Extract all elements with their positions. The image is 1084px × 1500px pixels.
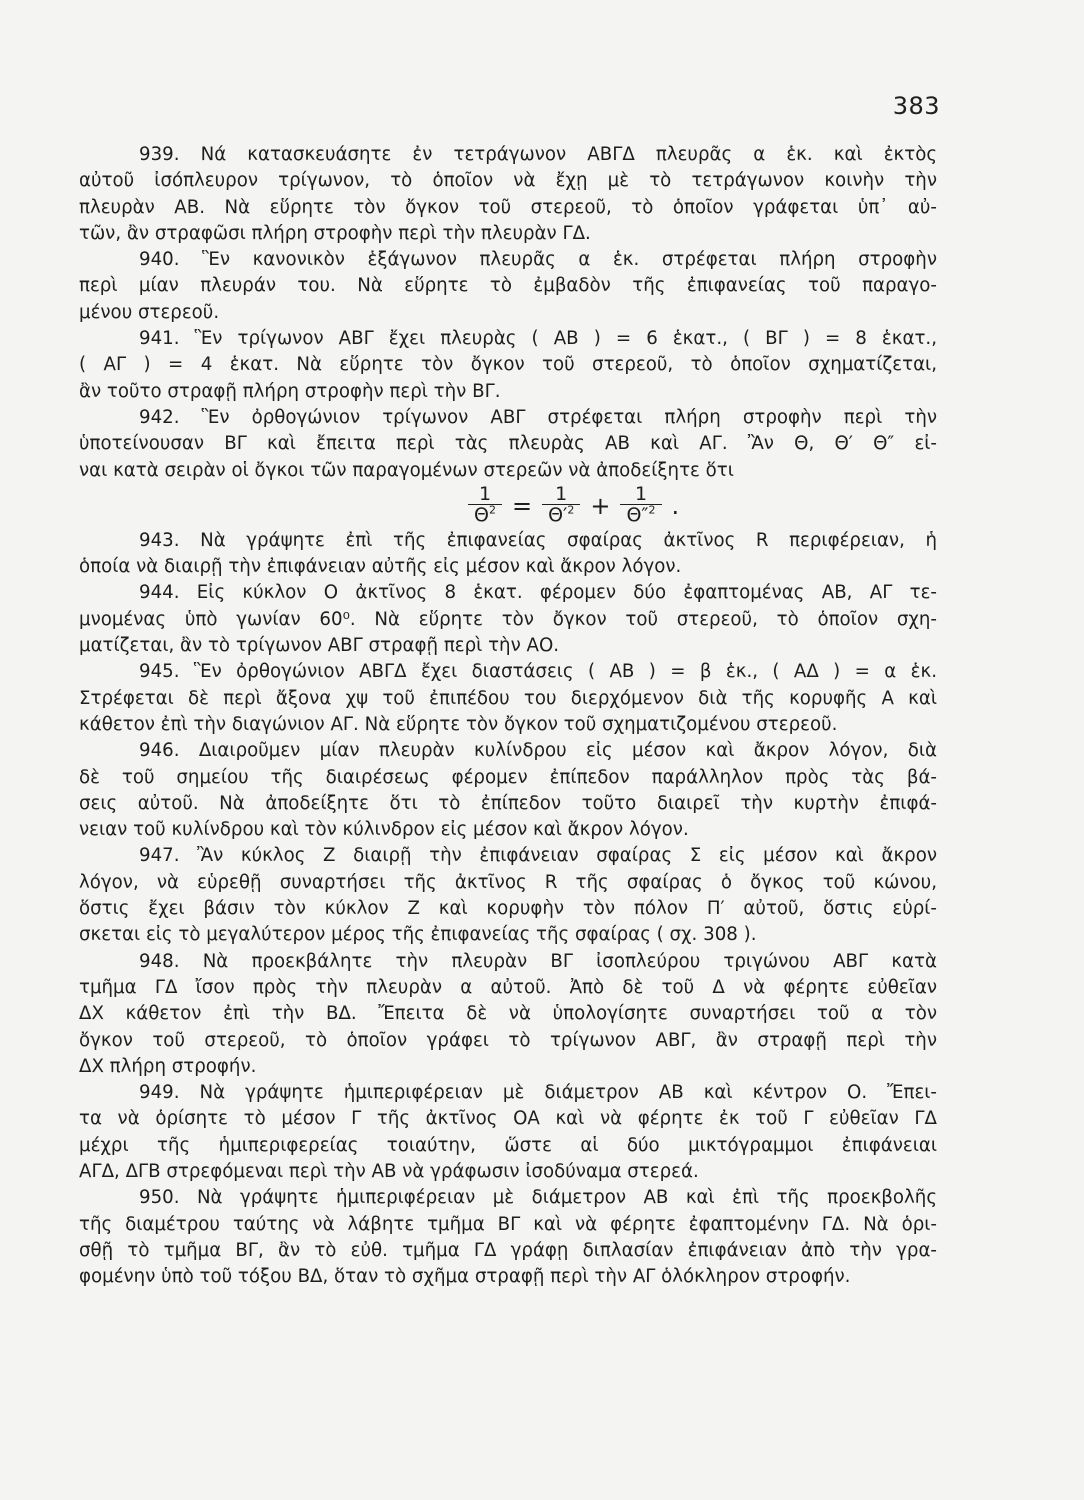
text-line: πλευρὰν ΑΒ. Νὰ εὕρητε τὸν ὄγκον τοῦ στερεοῦ, τὸ ὁποῖον γράφεται ὑπ᾽ αὐ- — [79, 196, 937, 218]
text-line: ( ΑΓ ) = 4 ἑκατ. Νὰ εὕρητε τὸν ὄγκον τοῦ στερεοῦ, τὸ ὁποῖον σχηματίζεται, — [79, 354, 937, 376]
text-line: ματίζεται, ἂν τὸ τρίγωνον ΑΒΓ στραφῇ περὶ τὴν ΑΟ. — [79, 635, 560, 657]
formula-period: . — [671, 492, 680, 521]
formula-reciprocal-volumes — [79, 484, 937, 528]
equals-sign: = — [511, 492, 533, 521]
text-line: ὑποτείνουσαν ΒΓ καὶ ἔπειτα περὶ τὰς πλευρὰς ΑΒ καὶ ΑΓ. Ἂν Θ, Θ′ Θ″ εἰ- — [79, 433, 937, 455]
exercise-start-line: 939. Νά κατασκευάσητε ἐν τετράγωνον ΑΒΓΔ πλευρᾶς α ἑκ. καὶ ἐκτὸς — [139, 144, 937, 165]
text-line: περὶ μίαν πλευράν του. Νὰ εὕρητε τὸ ἐμβαδὸν τῆς ἐπιφανείας τοῦ παραγο- — [79, 275, 937, 297]
exercise-start-line: 946. Διαιροῦμεν μίαν πλευρὰν κυλίνδρου εἰς μέσον καὶ ἄκρον λόγον, διὰ — [139, 740, 937, 762]
text-line: τμῆμα ΓΔ ἴσον πρὸς τὴν πλευρὰν α αὐτοῦ. Ἀπὸ δὲ τοῦ Δ νὰ φέρητε εὐθεῖαν — [79, 976, 937, 998]
exercise-start-line: 949. Νὰ γράψητε ἡμιπεριφέρειαν μὲ διάμετρον ΑΒ καὶ κέντρον Ο. Ἔπει- — [139, 1082, 937, 1104]
fraction-right: $\frac{1}{\Theta''^2}$ — [620, 484, 661, 525]
exercise-start-line: 942. Ἓν ὀρθογώνιον τρίγωνον ΑΒΓ στρέφεται πλήρη στροφὴν περὶ τὴν — [139, 406, 937, 428]
text-line: ὅστις ἔχει βάσιν τὸν κύκλον Ζ καὶ κορυφὴν τὸν πόλον Π′ αὐτοῦ, ὅστις εὑρί- — [79, 898, 937, 920]
exercise-start-line: 941. Ἓν τρίγωνον ΑΒΓ ἔχει πλευρὰς ( ΑΒ ) = 6 ἑκατ., ( ΒΓ ) = 8 ἑκατ., — [139, 328, 937, 350]
page-number: 383 — [892, 92, 940, 120]
text-line: κάθετον ἐπὶ τὴν διαγώνιον ΑΓ. Νὰ εὕρητε τὸν ὄγκον τοῦ σχηματιζομένου στερεοῦ. — [79, 713, 838, 735]
text-line: μνομένας ὑπὸ γωνίαν 60⁰. Νὰ εὕρητε τὸν ὄγκον τοῦ στερεοῦ, τὸ ὁποῖον σχη- — [79, 608, 937, 630]
text-line: σθῇ τὸ τμῆμα ΒΓ, ἂν τὸ εὐθ. τμῆμα ΓΔ γράφῃ διπλασίαν ἐπιφάνειαν ἀπὸ τὴν γρα- — [79, 1239, 937, 1261]
text-line: μένου στερεοῦ. — [79, 301, 220, 323]
text-line: δὲ τοῦ σημείου τῆς διαιρέσεως φέρομεν ἐπίπεδον παράλληλον πρὸς τὰς βά- — [79, 766, 937, 788]
text-line: αὐτοῦ ἰσόπλευρον τρίγωνον, τὸ ὁποῖον νὰ ἔχῃ μὲ τὸ τετράγωνον κοινὴν τὴν — [79, 170, 937, 192]
text-line: τα νὰ ὁρίσητε τὸ μέσον Γ τῆς ἀκτῖνος ΟΑ καὶ νὰ φέρητε ἐκ τοῦ Γ εὐθεῖαν ΓΔ — [79, 1108, 937, 1130]
exercise-start-line: 945. Ἓν ὀρθογώνιον ΑΒΓΔ ἔχει διαστάσεις ( ΑΒ ) = β ἑκ., ( ΑΔ ) = α ἑκ. — [139, 661, 937, 683]
exercise-start-line: 940. Ἓν κανονικὸν ἑξάγωνον πλευρᾶς α ἑκ. στρέφεται πλήρη στροφὴν — [139, 249, 937, 271]
text-line: σεις αὐτοῦ. Νὰ ἀποδείξητε ὅτι τὸ ἐπίπεδον τοῦτο διαιρεῖ τὴν κυρτὴν ἐπιφά- — [79, 792, 937, 814]
text-line: τῆς διαμέτρου ταύτης νὰ λάβητε τμῆμα ΒΓ καὶ νὰ φέρητε ἐφαπτομένην ΓΔ. Νὰ ὁρι- — [79, 1213, 937, 1235]
body-text — [79, 142, 937, 1290]
text-line: Στρέφεται δὲ περὶ ἄξονα χψ τοῦ ἐπιπέδου του διερχόμενον διὰ τῆς κορυφῆς Α καὶ — [79, 687, 937, 709]
formula — [464, 484, 685, 525]
exercise-start-line: 950. Νὰ γράψητε ἡμιπεριφέρειαν μὲ διάμετρον ΑΒ καὶ ἐπὶ τῆς προεκβολῆς — [139, 1187, 937, 1209]
text-line: σκεται εἰς τὸ μεγαλύτερον μέρος τῆς ἐπιφανείας τῆς σφαίρας ( σχ. 308 ). — [79, 924, 757, 946]
exercise-start-line: 948. Νὰ προεκβάλητε τὴν πλευρὰν ΒΓ ἰσοπλεύρου τριγώνου ΑΒΓ κατὰ — [139, 950, 937, 972]
text-line: ὄγκον τοῦ στερεοῦ, τὸ ὁποῖον γράφει τὸ τρίγωνον ΑΒΓ, ἂν στραφῇ περὶ τὴν — [79, 1029, 937, 1051]
fraction-middle: $\frac{1}{\Theta'^2}$ — [542, 484, 580, 525]
text-line: ΔΧ πλήρη στροφήν. — [79, 1055, 257, 1077]
text-line: τῶν, ἂν στραφῶσι πλήρη στροφὴν περὶ τὴν πλευρὰν ΓΔ. — [79, 222, 591, 244]
exercise-start-line: 944. Εἰς κύκλον Ο ἀκτῖνος 8 ἑκατ. φέρομεν δύο ἐφαπτομένας ΑΒ, ΑΓ τε- — [139, 582, 937, 604]
fraction-left: $\frac{1}{\Theta^2}$ — [468, 484, 502, 525]
plus-sign: + — [590, 492, 611, 521]
exercise-start-line: 943. Νὰ γράψητε ἐπὶ τῆς ἐπιφανείας σφαίρας ἀκτῖνος R περιφέρειαν, ἡ — [139, 529, 937, 551]
text-line: μέχρι τῆς ἡμιπεριφερείας τοιαύτην, ὥστε αἱ δύο μικτόγραμμοι ἐπιφάνειαι — [79, 1134, 937, 1156]
text-line: ὁποία νὰ διαιρῇ τὴν ἐπιφάνειαν αὐτῆς εἰς μέσον καὶ ἄκρον λόγον. — [79, 556, 682, 578]
text-line: νειαν τοῦ κυλίνδρου καὶ τὸν κύλινδρον εἰς μέσον καὶ ἄκρον λόγον. — [79, 819, 689, 841]
text-line: ΑΓΔ, ΔΓΒ στρεφόμεναι περὶ τὴν ΑΒ νὰ γράφωσιν ἰσοδύναμα στερεά. — [79, 1160, 699, 1182]
text-line: ἂν τοῦτο στραφῇ πλήρη στροφὴν περὶ τὴν ΒΓ. — [79, 380, 501, 402]
text-line: ναι κατὰ σειρὰν οἱ ὄγκοι τῶν παραγομένων στερεῶν νὰ ἀποδείξητε ὅτι — [79, 459, 734, 481]
text-line: ΔΧ κάθετον ἐπὶ τὴν ΒΔ. Ἔπειτα δὲ νὰ ὑπολογίσητε συναρτήσει τοῦ α τὸν — [79, 1003, 937, 1025]
text-line: λόγον, νὰ εὑρεθῇ συναρτήσει τῆς ἀκτῖνος R τῆς σφαίρας ὁ ὄγκος τοῦ κώνου, — [79, 871, 937, 893]
exercise-start-line: 947. Ἂν κύκλος Ζ διαιρῇ τὴν ἐπιφάνειαν σφαίρας Σ εἰς μέσον καὶ ἄκρον — [139, 845, 937, 867]
text-line: φομένην ὑπὸ τοῦ τόξου ΒΔ, ὅταν τὸ σχῆμα στραφῇ περὶ τὴν ΑΓ ὁλόκληρον στροφήν. — [79, 1266, 851, 1288]
